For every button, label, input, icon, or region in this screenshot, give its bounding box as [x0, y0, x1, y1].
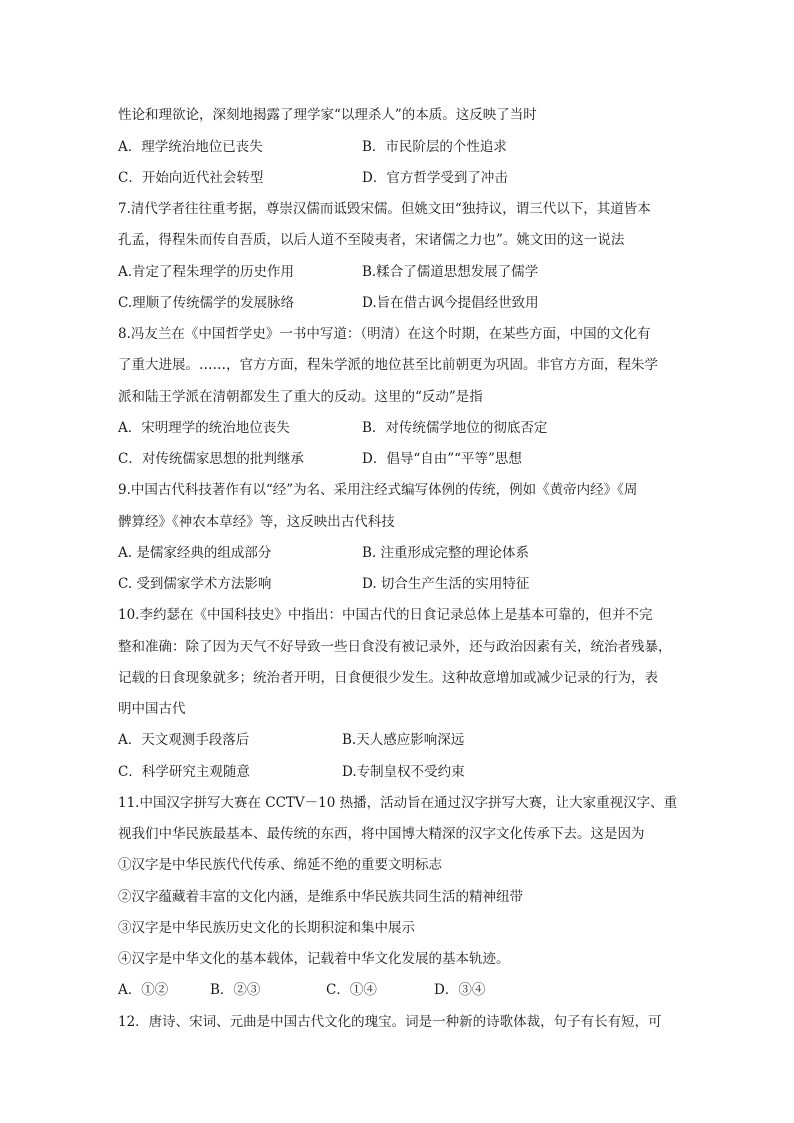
- q8-option-a: A．宋明理学的统治地位丧失: [118, 420, 290, 436]
- q7-option-a: A.肯定了程朱理学的历史作用: [118, 264, 295, 280]
- q10-option-d: D.专制皇权不受约束: [342, 764, 465, 780]
- q8-text-line: 8.冯友兰在《中国哲学史》一书中写道：（明清）在这个时期，在某些方面，中国的文化有: [118, 326, 651, 342]
- q6-option-b: B．市民阶层的个性追求: [362, 139, 507, 155]
- q9-option-a: A. 是儒家经典的组成部分: [118, 545, 272, 561]
- q11-statement: ③汉字是中华民族历史文化的长期积淀和集中展示: [118, 920, 415, 936]
- q11-statement: ④汉字是中华文化的基本载体，记载着中华文化发展的基本轨迹。: [118, 951, 510, 967]
- q6-text-line: 性论和理欲论，深刻地揭露了理学家“以理杀人”的本质。这反映了当时: [118, 107, 537, 123]
- q7-text-line: 7.清代学者往往重考据，尊崇汉儒而诋毁宋儒。但姚文田“独持议，谓三代以下，其道皆本: [118, 201, 651, 217]
- q10-text-line: 10.李约瑟在《中国科技史》中指出：中国古代的日食记录总体上是基本可靠的，但并不完: [118, 607, 653, 623]
- q11-option-b: B．②③: [210, 982, 261, 998]
- q6-option-d: D．官方哲学受到了冲击: [362, 170, 508, 186]
- q10-text-line: 记载的日食现象就多；统治者开明，日食便很少发生。这种故意增加或减少记录的行为，表: [118, 670, 658, 686]
- q7-option-b: B.糅合了儒道思想发展了儒学: [362, 264, 539, 280]
- q11-statement: ①汉字是中华民族代代传承、绵延不绝的重要文明标志: [118, 857, 442, 873]
- q9-text-line: 髀算经》《神农本草经》等，这反映出古代科技: [118, 514, 395, 530]
- q8-option-d: D．倡导“自由”“平等”思想: [362, 451, 522, 467]
- q9-option-c: C. 受到儒家学术方法影响: [118, 576, 272, 592]
- q11-option-a: A．①②: [118, 982, 169, 998]
- q8-text-line: 派和陆王学派在清朝都发生了重大的反动。这里的“反动”是指: [118, 389, 483, 405]
- q8-option-b: B．对传统儒学地位的彻底否定: [362, 420, 548, 436]
- q11-text-line: 11.中国汉字拼写大赛在 CCTV－10 热播，活动旨在通过汉字拼写大赛，让大家重视汉字、重: [118, 795, 678, 811]
- q7-text-line: 孔孟，得程朱而传自吾质，以后人道不至陵夷者，宋诸儒之力也”。姚文田的这一说法: [118, 232, 625, 248]
- q10-option-a: A．天文观测手段落后: [118, 732, 250, 748]
- q11-statement: ②汉字蕴藏着丰富的文化内涵，是维系中华民族共同生活的精神纽带: [118, 889, 523, 905]
- q8-option-c: C．对传统儒家思想的批判继承: [118, 451, 304, 467]
- q6-option-a: A．理学统治地位已丧失: [118, 139, 263, 155]
- q7-option-c: C.理顺了传统儒学的发展脉络: [118, 295, 295, 311]
- q10-text-line: 整和准确：除了因为天气不好导致一些日食没有被记录外，还与政治因素有关，统治者残暴，: [118, 639, 672, 655]
- q8-text-line: 了重大进展。……，官方方面，程朱学派的地位甚至比前朝更为巩固。非官方方面，程朱学: [118, 357, 658, 373]
- q10-option-b: B.天人感应影响深远: [342, 732, 465, 748]
- q11-text-line: 视我们中华民族最基本、最传统的东西，将中国博大精深的汉字文化传承下去。这是因为: [118, 826, 645, 842]
- q9-option-b: B. 注重形成完整的理论体系: [362, 545, 530, 561]
- q12-text-line: 12．唐诗、宋词、元曲是中国古代文化的瑰宝。词是一种新的诗歌体裁，句子有长有短，可: [118, 1014, 662, 1030]
- q9-option-d: D. 切合生产生活的实用特征: [362, 576, 530, 592]
- q6-option-c: C．开始向近代社会转型: [118, 170, 264, 186]
- q7-option-d: D.旨在借古讽今提倡经世致用: [362, 295, 539, 311]
- q10-option-c: C．科学研究主观随意: [118, 764, 250, 780]
- q11-option-d: D．③④: [434, 982, 486, 998]
- q9-text-line: 9.中国古代科技著作有以“经”为名、采用注经式编写体例的传统，例如《黄帝内经》《周: [118, 482, 638, 498]
- q11-option-c: C．①④: [326, 982, 377, 998]
- q10-text-line: 明中国古代: [118, 701, 186, 717]
